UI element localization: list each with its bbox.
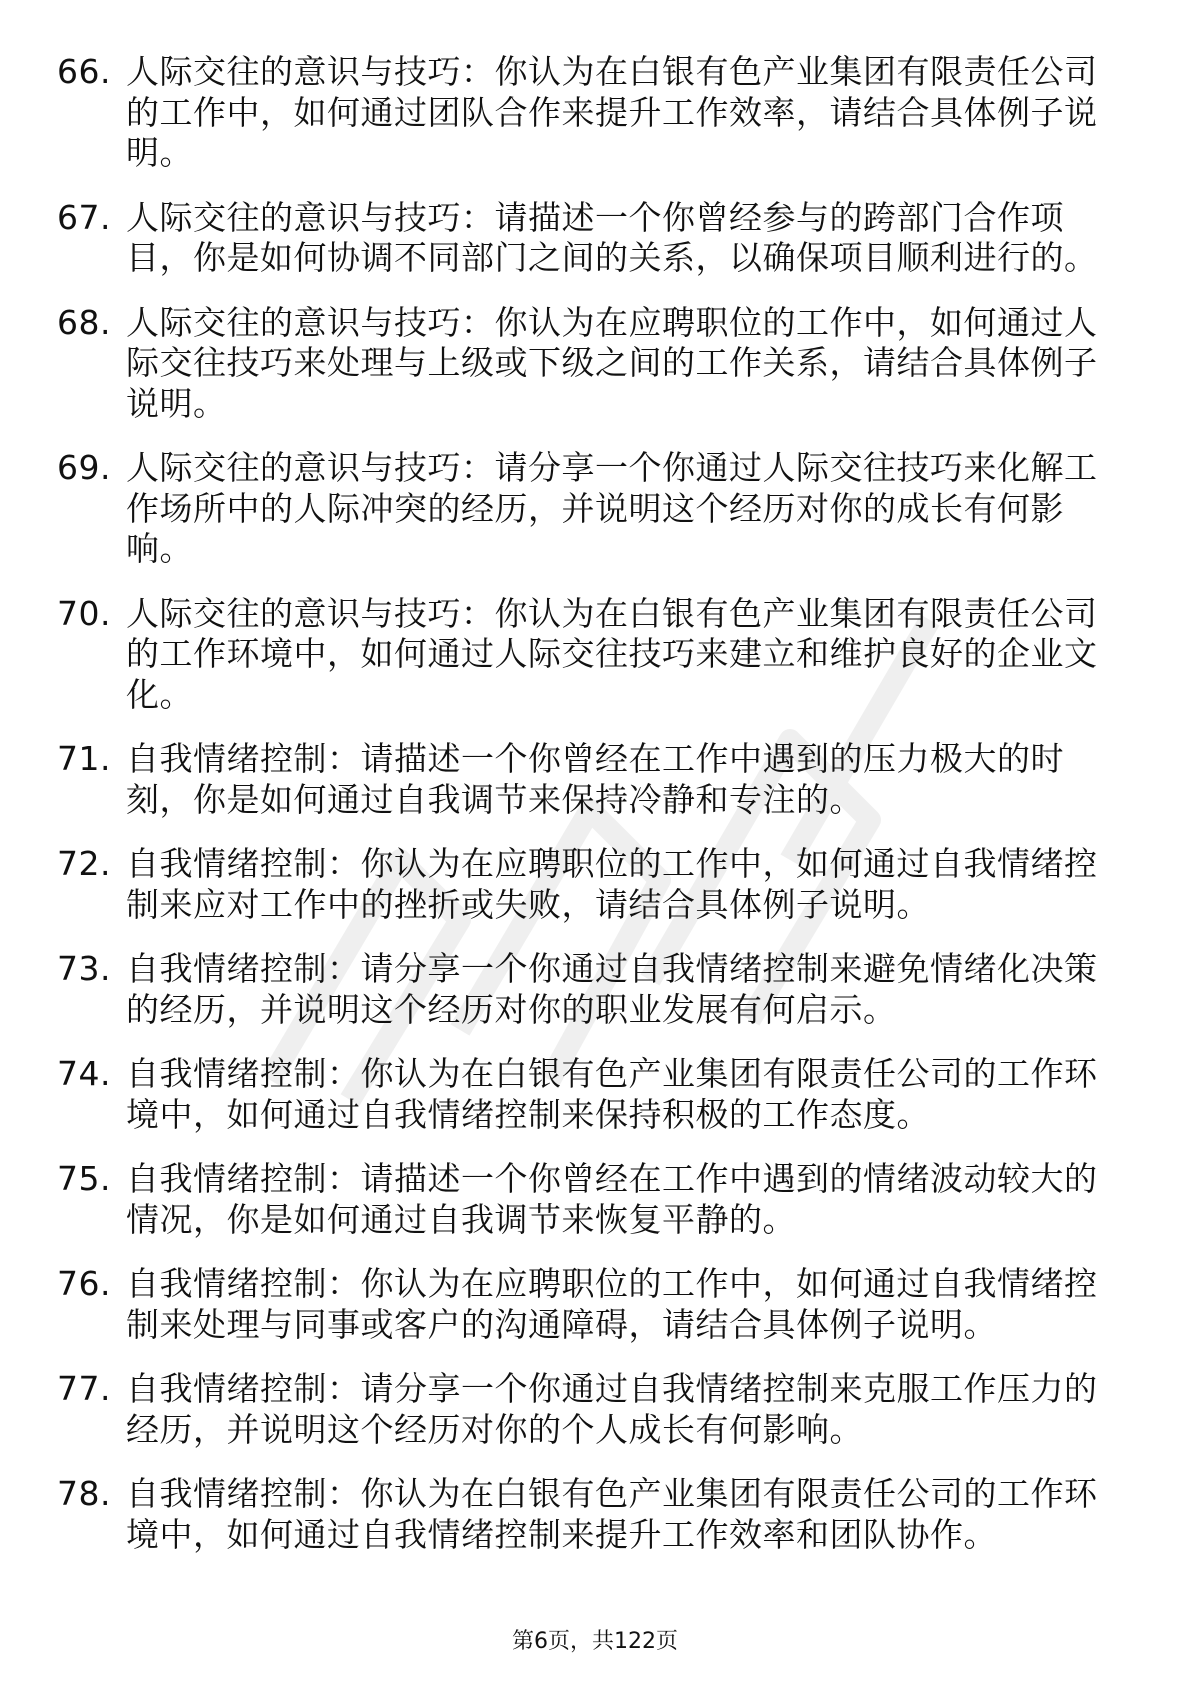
question-number: 70.	[57, 593, 111, 633]
question-text: 自我情绪控制：请描述一个你曾经在工作中遇到的压力极大的时刻，你是如何通过自我调节来保持冷静和专注的。	[126, 739, 1064, 819]
question-list	[0, 52, 1190, 1579]
question-text: 人际交往的意识与技巧：请描述一个你曾经参与的跨部门合作项目，你是如何协调不同部门之间的关系，以确保项目顺利进行的。	[126, 197, 1098, 277]
question-text: 自我情绪控制：你认为在白银有色产业集团有限责任公司的工作环境中，如何通过自我情绪控制来提升工作效率和团队协作。	[126, 1474, 1098, 1554]
question-number: 75.	[57, 1159, 111, 1198]
question-text: 人际交往的意识与技巧：你认为在应聘职位的工作中，如何通过人际交往技巧来处理与上级或下级之间的工作关系，请结合具体例子说明。	[126, 302, 1098, 423]
question-text: 自我情绪控制：请分享一个你通过自我情绪控制来避免情绪化决策的经历，并说明这个经历对你的职业发展有何启示。	[126, 949, 1098, 1029]
question-number: 74.	[57, 1054, 111, 1093]
question-number: 66.	[57, 52, 111, 91]
question-item	[0, 949, 1190, 1030]
question-number: 77.	[57, 1369, 111, 1408]
question-number: 71.	[57, 739, 111, 778]
question-item	[0, 1474, 1190, 1555]
question-number: 69.	[57, 448, 111, 487]
question-item	[0, 303, 1190, 425]
question-text: 自我情绪控制：你认为在白银有色产业集团有限责任公司的工作环境中，如何通过自我情绪控制来保持积极的工作态度。	[126, 1054, 1098, 1134]
question-item	[0, 52, 1190, 174]
question-item	[0, 1369, 1190, 1450]
question-number: 78.	[57, 1474, 111, 1513]
question-item	[0, 739, 1190, 820]
question-text: 自我情绪控制：你认为在应聘职位的工作中，如何通过自我情绪控制来处理与同事或客户的沟通障碍，请结合具体例子说明。	[126, 1264, 1098, 1344]
question-item	[0, 1159, 1190, 1240]
question-number: 68.	[57, 302, 111, 342]
question-number: 72.	[57, 844, 111, 883]
page-footer: 第6页，共122页	[512, 1629, 678, 1654]
question-number: 67.	[57, 197, 111, 237]
question-item	[0, 198, 1190, 279]
question-text: 人际交往的意识与技巧：请分享一个你通过人际交往技巧来化解工作场所中的人际冲突的经历，并说明这个经历对你的成长有何影响。	[126, 448, 1098, 568]
question-text: 自我情绪控制：请分享一个你通过自我情绪控制来克服工作压力的经历，并说明这个经历对你的个人成长有何影响。	[126, 1369, 1098, 1449]
question-text: 自我情绪控制：你认为在应聘职位的工作中，如何通过自我情绪控制来应对工作中的挫折或失败，请结合具体例子说明。	[126, 844, 1098, 924]
question-item	[0, 1054, 1190, 1135]
question-item	[0, 844, 1190, 925]
question-text: 自我情绪控制：请描述一个你曾经在工作中遇到的情绪波动较大的情况，你是如何通过自我调节来恢复平静的。	[126, 1159, 1098, 1239]
question-text: 人际交往的意识与技巧：你认为在白银有色产业集团有限责任公司的工作环境中，如何通过人际交往技巧来建立和维护良好的企业文化。	[126, 593, 1098, 714]
question-item	[0, 448, 1190, 570]
question-text: 人际交往的意识与技巧：你认为在白银有色产业集团有限责任公司的工作中，如何通过团队合作来提升工作效率，请结合具体例子说明。	[126, 52, 1098, 172]
question-number: 73.	[57, 949, 111, 988]
question-item	[0, 594, 1190, 716]
question-number: 76.	[57, 1264, 111, 1303]
question-item	[0, 1264, 1190, 1345]
